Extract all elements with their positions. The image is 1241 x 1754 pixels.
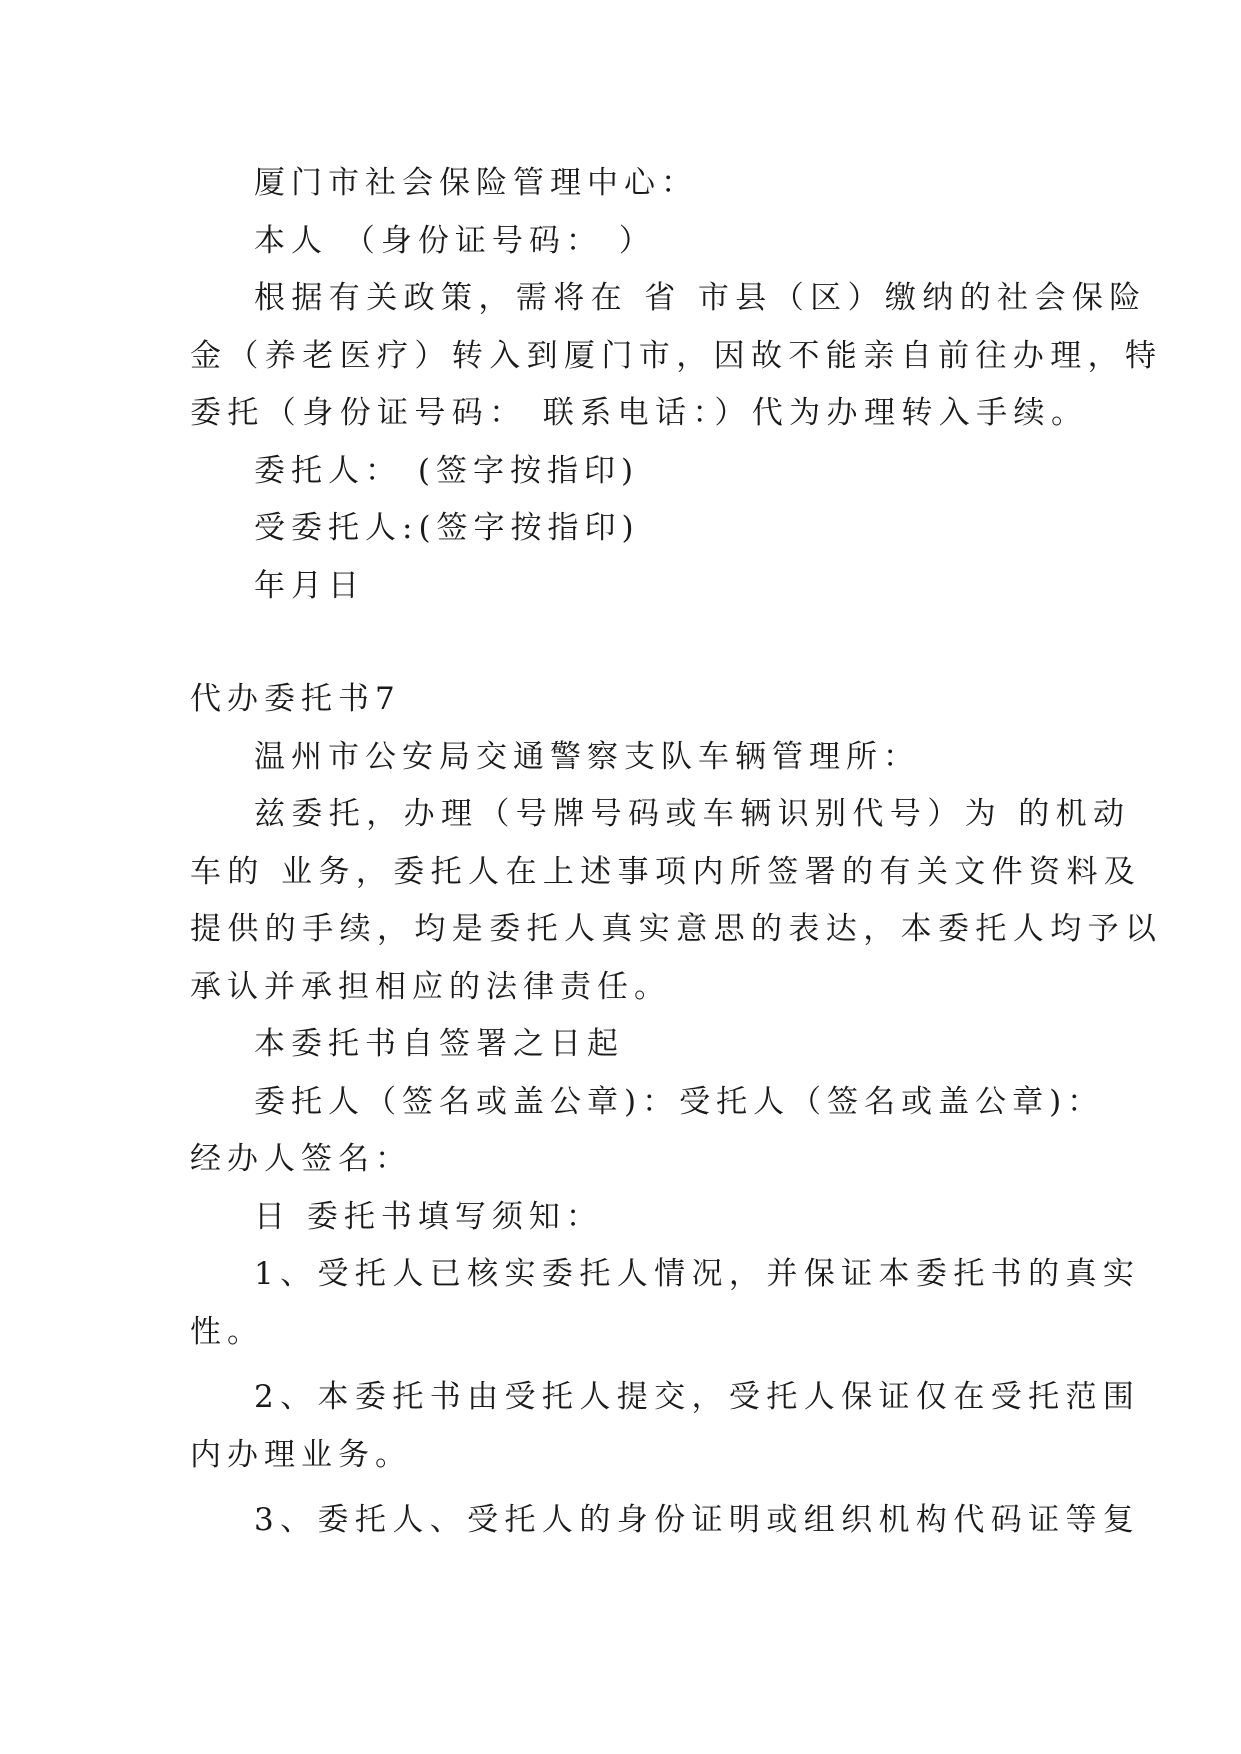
- agent-signature-line: 受委托人:(签字按指印): [254, 510, 640, 546]
- note-item-continuation: 性。: [190, 1313, 264, 1350]
- self-intro-line: 本人 （身份证号码： ）: [254, 222, 656, 259]
- section-gap: [190, 615, 1056, 671]
- body-line: 车的 业务，委托人在上述事项内所签署的有关文件资料及: [190, 853, 1142, 890]
- handler-line: 经办人签名：: [190, 1141, 412, 1177]
- body-line: 承认并承担相应的法律责任。: [190, 968, 671, 1005]
- validity-line: 本委托书自签署之日起: [254, 1026, 624, 1062]
- body-line: 委托（身份证号码： 联系电话：）代为办理转入手续。: [190, 395, 1089, 431]
- body-line: 金（养老医疗）转入到厦门市，因故不能亲自前往办理，特: [190, 337, 1163, 374]
- note-item: 2、本委托书由受托人提交，受托人保证仅在受托范围: [254, 1379, 1141, 1415]
- section-title: 代办委托书7: [190, 681, 401, 717]
- notes-title: 日 委托书填写须知：: [254, 1198, 603, 1235]
- date-line: 年月日: [254, 567, 365, 604]
- body-line: 兹委托，办理（号牌号码或车辆识别代号）为 的机动: [254, 796, 1131, 832]
- note-item-continuation: 内办理业务。: [190, 1436, 412, 1473]
- addressee-line: 温州市公安局交通警察支队车辆管理所：: [254, 738, 920, 775]
- note-item: 1、受托人已核实委托人情况，并保证本委托书的真实: [254, 1256, 1141, 1292]
- principal-signature-line: 委托人： (签字按指印): [254, 452, 640, 489]
- body-line: 根据有关政策，需将在 省 市县（区）缴纳的社会保险: [254, 280, 1147, 316]
- document-body: [190, 155, 1163, 1550]
- body-line: 提供的手续，均是委托人真实意思的表达，本委托人均予以: [190, 911, 1163, 947]
- signatures-line: 委托人（签名或盖公章)：受托人（签名或盖公章)：: [254, 1083, 1105, 1120]
- addressee-line: 厦门市社会保险管理中心：: [254, 165, 698, 201]
- note-item: 3、委托人、受托人的身份证明或组织机构代码证等复: [254, 1502, 1141, 1538]
